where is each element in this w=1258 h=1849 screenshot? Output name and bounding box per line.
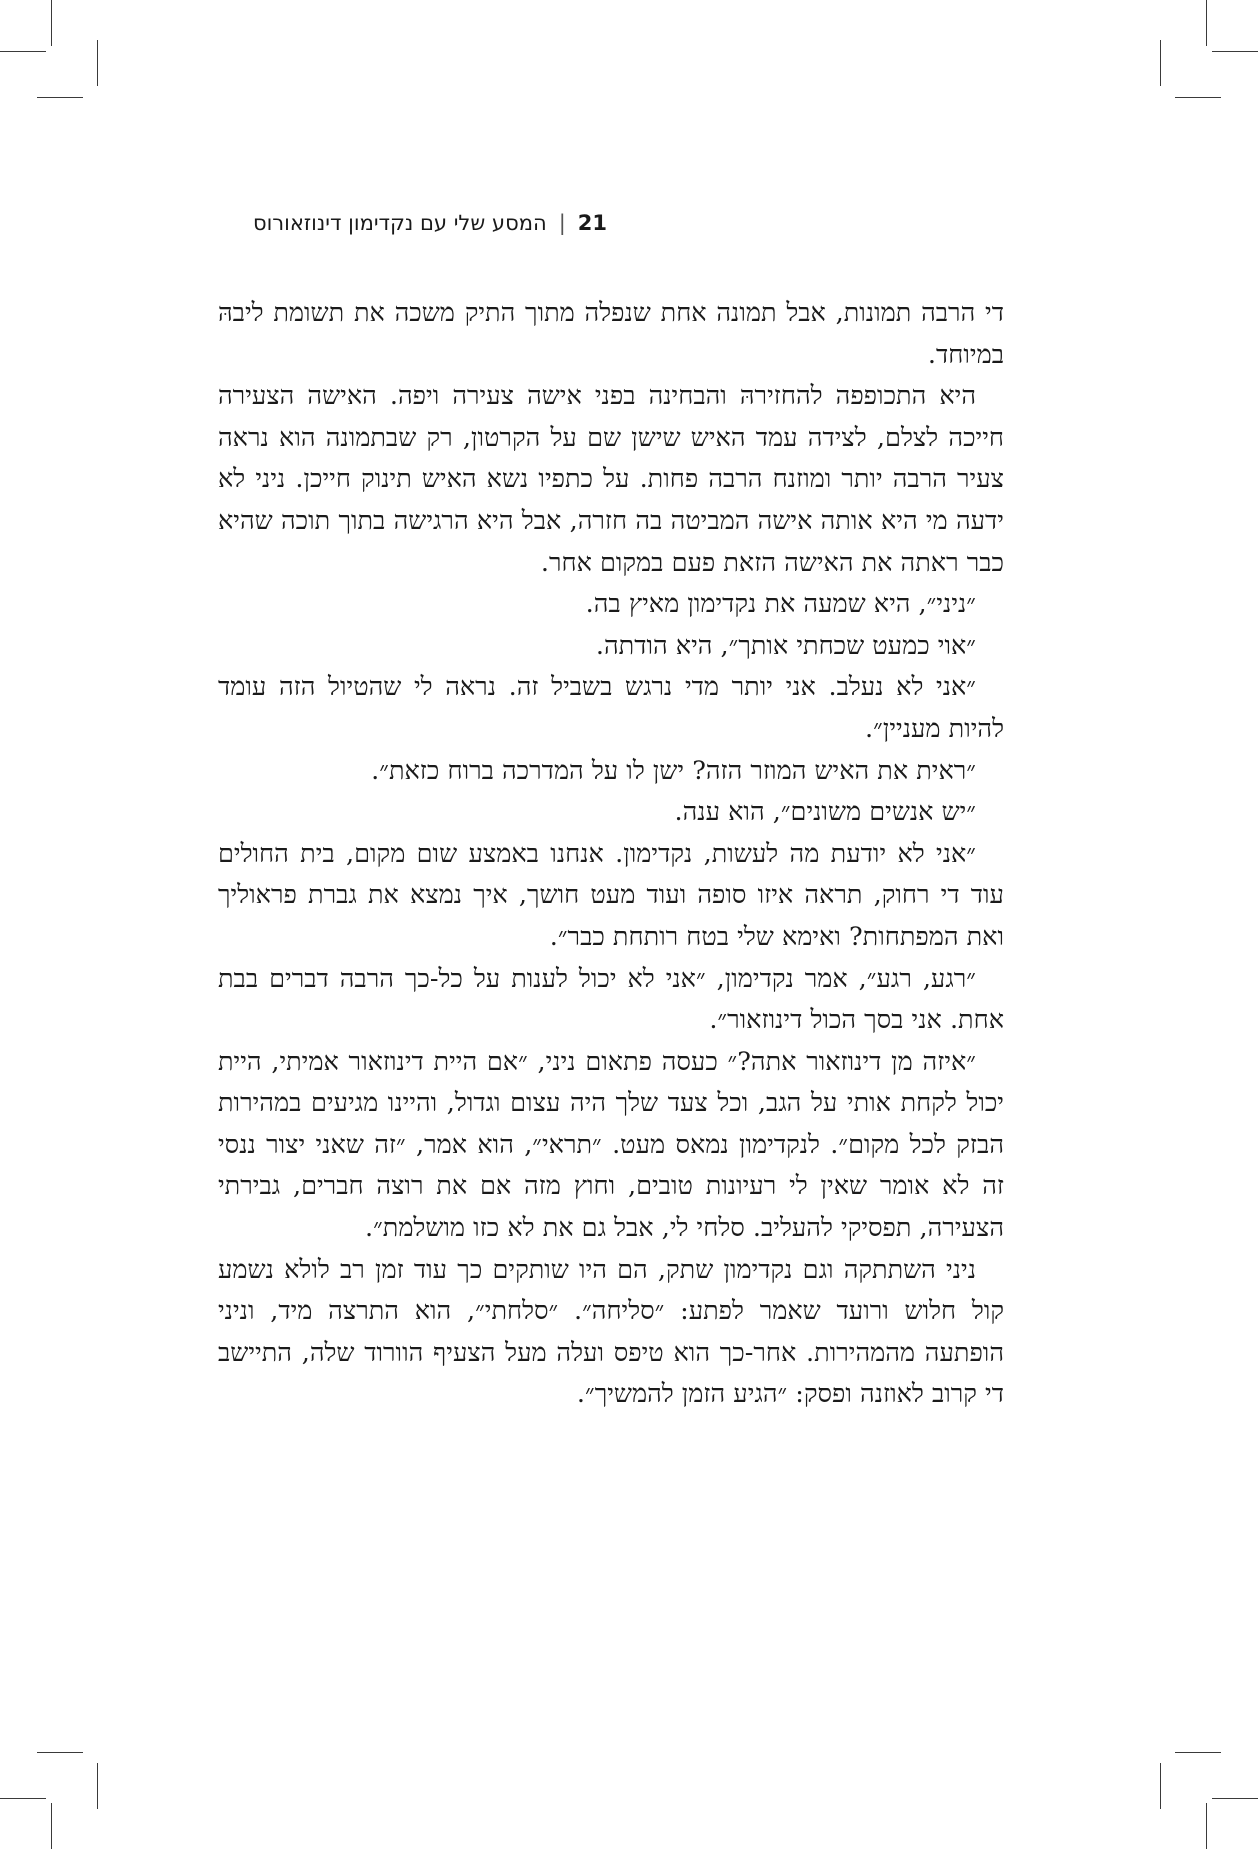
body-text [218,293,1004,1416]
crop-mark [97,1763,98,1809]
paragraph: ניני השתתקה וגם נקדימון שתק, הם היו שותקים כך עוד זמן רב לולא נשמע קול חלוש ורועד שאמר לפתע: ״סליחה״. ״סלחתי״, הוא התרצה מיד, וניני הופתעה מהמהירות. אחר-כך הוא טיפס ועלה מעל הצעיף הוורוד שלה, התיישב די קרוב לאוזנה ופסק: ״הגיע הזמן להמשיך״. [218,1254,1004,1410]
paragraph: ״אני לא נעלב. אני יותר מדי נרגש בשביל זה. נראה לי שהטיול הזה עומד להיות מעניין״. [218,672,1004,744]
book-title: המסע שלי עם נקדימון דינוזאורוס [252,211,547,235]
paragraph: די הרבה תמונות, אבל תמונה אחת שנפלה מתוך התיק משכה את תשומת ליבהּ במיוחד. [218,298,1004,370]
crop-mark [1212,51,1258,52]
crop-mark [37,97,83,98]
paragraph: ״יש אנשים משונים״, הוא ענה. [674,797,976,828]
paragraph: ״רגע, רגע״, אמר נקדימון, ״אני לא יכול לענות על כל-כך הרבה דברים בבת אחת. אני בסך הכול דינוזאור״. [218,963,1004,1036]
crop-mark [37,1752,83,1753]
crop-mark [1175,1752,1221,1753]
crop-mark [0,51,46,52]
header-separator: | [558,211,566,235]
crop-mark [97,40,98,86]
crop-mark [51,0,52,46]
crop-mark [0,1798,46,1799]
crop-mark [1206,1803,1207,1849]
paragraph: ״ראית את האיש המוזר הזה? ישן לו על המדרכה ברוח כזאת״. [371,755,976,786]
paragraph: ״אוי כמעט שכחתי אותך״, היא הודתה. [595,630,976,661]
crop-mark [1206,0,1207,46]
crop-mark [1160,40,1161,86]
paragraph: ״אני לא יודעת מה לעשות, נקדימון. אנחנו באמצע שום מקום, בית החולים עוד די רחוק, תראה איזו סופה ועוד מעט חושך, איך נמצא את גברת פראוליך ואת המפתחות? ואימא שלי בטח רותחת כבר״. [218,838,1004,952]
crop-mark [51,1803,52,1849]
paragraph: היא התכופפה להחזירהּ והבחינה בפני אישה צעירה ויפה. האישה הצעירה חייכה לצלם, לצידה עמד האיש שישן שם על הקרטון, רק שבתמונה הוא נראה צעיר הרבה יותר ומוזנח הרבה פחות. על כתפיו נשא האיש תינוק חייכן. ניני לא ידעה מי היא אותה אישה המביטה בה חזרה, אבל היא הרגישה בתוך תוכה שהיא כבר ראתה את האישה הזאת פעם במקום אחר. [218,381,1004,578]
crop-mark [1212,1798,1258,1799]
paragraph: ״איזה מן דינוזאור אתה?״ כעסה פתאום ניני, ״אם היית דינוזאור אמיתי, היית יכול לקחת אותי על הגב, וכל צעד שלך היה עצום וגדול, והיינו מגיעים במהירות הבזק לכל מקום״. לנקדימון נמאס מעט. ״תראי״, הוא אמר, ״זה שאני יצור ננסי זה לא אומר שאין לי רעיונות טובים, וחוץ מזה אם את רוצה חברים, גבירתי הצעירה, תפסיקי להעליב. סלחי לי, אבל גם את לא כזו מושלמת״. [218,1046,1004,1244]
crop-mark [1175,97,1221,98]
page-number: 21 [577,211,607,235]
crop-mark [1160,1763,1161,1809]
paragraph: ״ניני״, היא שמעה את נקדימון מאיץ בה. [585,589,976,620]
running-head [217,208,607,238]
